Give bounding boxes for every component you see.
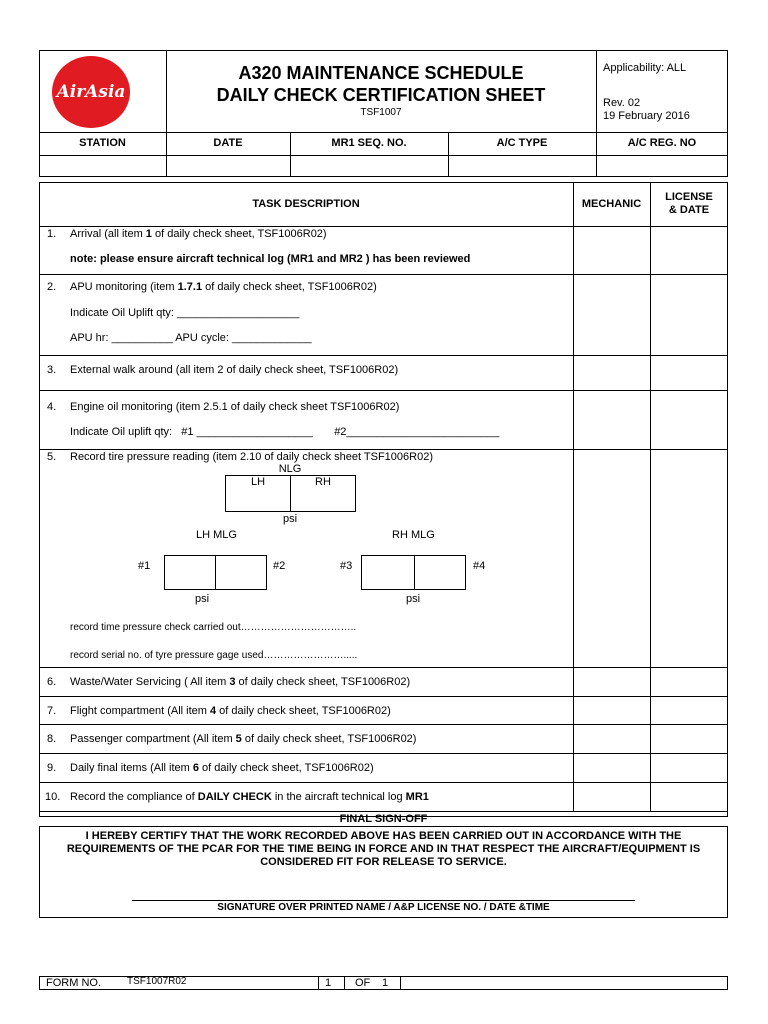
divider <box>573 182 574 811</box>
wheel-2-box <box>215 555 267 590</box>
task-7-text: Flight compartment (All item 4 of daily check sheet, TSF1006R02) <box>70 705 391 717</box>
col-station: STATION <box>79 137 126 149</box>
form-no-label: FORM NO. <box>46 977 101 989</box>
divider <box>39 155 728 156</box>
wheel-3-box <box>361 555 415 590</box>
task-1-note: note: please ensure aircraft technical log (MR1 and MR2 ) has been reviewed <box>70 253 471 265</box>
task-num: 2. <box>47 281 57 293</box>
divider <box>650 182 651 811</box>
task-4-text: Engine oil monitoring (item 2.5.1 of daily check sheet TSF1006R02) <box>70 401 400 413</box>
task-9-text: Daily final items (All item 6 of daily check sheet, TSF1006R02) <box>70 762 374 774</box>
task-num: 5. <box>47 451 57 463</box>
form-no-value: TSF1007R02 <box>127 976 187 987</box>
col-ac-type: A/C TYPE <box>496 137 548 149</box>
wheel-1-box <box>164 555 216 590</box>
divider <box>39 132 728 133</box>
row-line <box>39 753 728 754</box>
revision: Rev. 02 <box>603 97 641 109</box>
signature-line <box>132 900 635 901</box>
row-line <box>39 274 728 275</box>
row-line <box>39 667 728 668</box>
task-num: 4. <box>47 401 57 413</box>
divider <box>344 976 345 990</box>
applicability: Applicability: ALL <box>603 62 687 74</box>
divider <box>318 976 319 990</box>
task-2-apu: APU hr: __________ APU cycle: _____________ <box>70 332 312 344</box>
task-2-oil-uplift: Indicate Oil Uplift qty: ____________________ <box>70 307 300 319</box>
task-num: 7. <box>47 705 57 717</box>
task-2-text: APU monitoring (item 1.7.1 of daily check sheet, TSF1006R02) <box>70 281 377 293</box>
row-line <box>39 724 728 725</box>
certification-line-1: I HEREBY CERTIFY THAT THE WORK RECORDED ABOVE HAS BEEN CARRIED OUT IN ACCORDANCE WITH THE <box>85 830 682 842</box>
row-line <box>39 449 728 450</box>
task-num: 9. <box>47 762 57 774</box>
wheel-2-label: #2 <box>273 560 286 572</box>
rh-mlg-psi: psi <box>405 593 421 605</box>
page-number: 1 <box>325 977 332 989</box>
task-10-text: Record the compliance of DAILY CHECK in the aircraft technical log MR1 <box>70 791 429 803</box>
wheel-4-label: #4 <box>473 560 486 572</box>
row-line <box>39 226 728 227</box>
col-mechanic: MECHANIC <box>581 198 642 210</box>
title-line-2: DAILY CHECK CERTIFICATION SHEET <box>216 85 546 105</box>
lh-mlg-label: LH MLG <box>196 529 237 541</box>
nlg-label: NLG <box>278 463 302 475</box>
row-line <box>39 782 728 783</box>
col-mr1-seq: MR1 SEQ. NO. <box>331 137 407 149</box>
col-license-2: & DATE <box>668 204 710 216</box>
task-4-oil-uplift: Indicate Oil uplift qty: #1 ___________________ #2_________________________ <box>70 426 500 438</box>
task-num: 1. <box>47 228 57 240</box>
col-license-1: LICENSE <box>665 191 713 203</box>
final-signoff-title: FINAL SIGN-OFF <box>339 813 428 825</box>
certification-line-3: CONSIDERED FIT FOR RELEASE TO SERVICE. <box>260 856 507 868</box>
nlg-psi: psi <box>282 513 298 525</box>
nlg-lh-label: LH <box>250 476 266 488</box>
task-6-text: Waste/Water Servicing ( All item 3 of daily check sheet, TSF1006R02) <box>70 676 411 688</box>
col-date: DATE <box>213 137 243 149</box>
task-num: 3. <box>47 364 57 376</box>
task-table <box>39 182 728 817</box>
signature-caption: SIGNATURE OVER PRINTED NAME / A&P LICENSE NO. / DATE &TIME <box>217 902 550 913</box>
task-5-time: record time pressure check carried out…………………………….. <box>70 622 357 633</box>
row-line <box>39 390 728 391</box>
airasia-logo: AirAsia <box>52 56 130 128</box>
task-8-text: Passenger compartment (All item 5 of daily check sheet, TSF1006R02) <box>70 733 417 745</box>
doc-code: TSF1007 <box>360 107 402 118</box>
task-5-serial: record serial no. of tyre pressure gage used……………………..... <box>70 650 358 661</box>
task-5-text: Record tire pressure reading (item 2.10 of daily check sheet TSF1006R02) <box>70 451 433 463</box>
task-num: 6. <box>47 676 57 688</box>
task-num: 10. <box>45 791 61 803</box>
wheel-4-box <box>414 555 466 590</box>
nlg-rh-label: RH <box>315 476 331 488</box>
wheel-1-label: #1 <box>138 560 151 572</box>
row-line <box>39 811 728 812</box>
certification-line-2: REQUIREMENTS OF THE PCAR FOR THE TIME BEING IN FORCE AND IN THAT RESPECT THE AIRCRAFT/EQUIPMENT IS <box>66 843 701 855</box>
rh-mlg-label: RH MLG <box>392 529 435 541</box>
wheel-3-label: #3 <box>340 560 353 572</box>
page-total: 1 <box>382 977 389 989</box>
row-line <box>39 696 728 697</box>
page-of: OF <box>355 977 371 989</box>
row-line <box>39 355 728 356</box>
revision-date: 19 February 2016 <box>603 110 690 122</box>
divider <box>596 50 597 177</box>
task-num: 8. <box>47 733 57 745</box>
task-1-text: Arrival (all item 1 of daily check sheet, TSF1006R02) <box>70 228 327 240</box>
task-3-text: External walk around (all item 2 of daily check sheet, TSF1006R02) <box>70 364 399 376</box>
col-ac-reg: A/C REG. NO <box>627 137 697 149</box>
col-task-description: TASK DESCRIPTION <box>252 198 360 210</box>
divider <box>400 976 401 990</box>
lh-mlg-psi: psi <box>194 593 210 605</box>
title-line-1: A320 MAINTENANCE SCHEDULE <box>238 63 524 83</box>
